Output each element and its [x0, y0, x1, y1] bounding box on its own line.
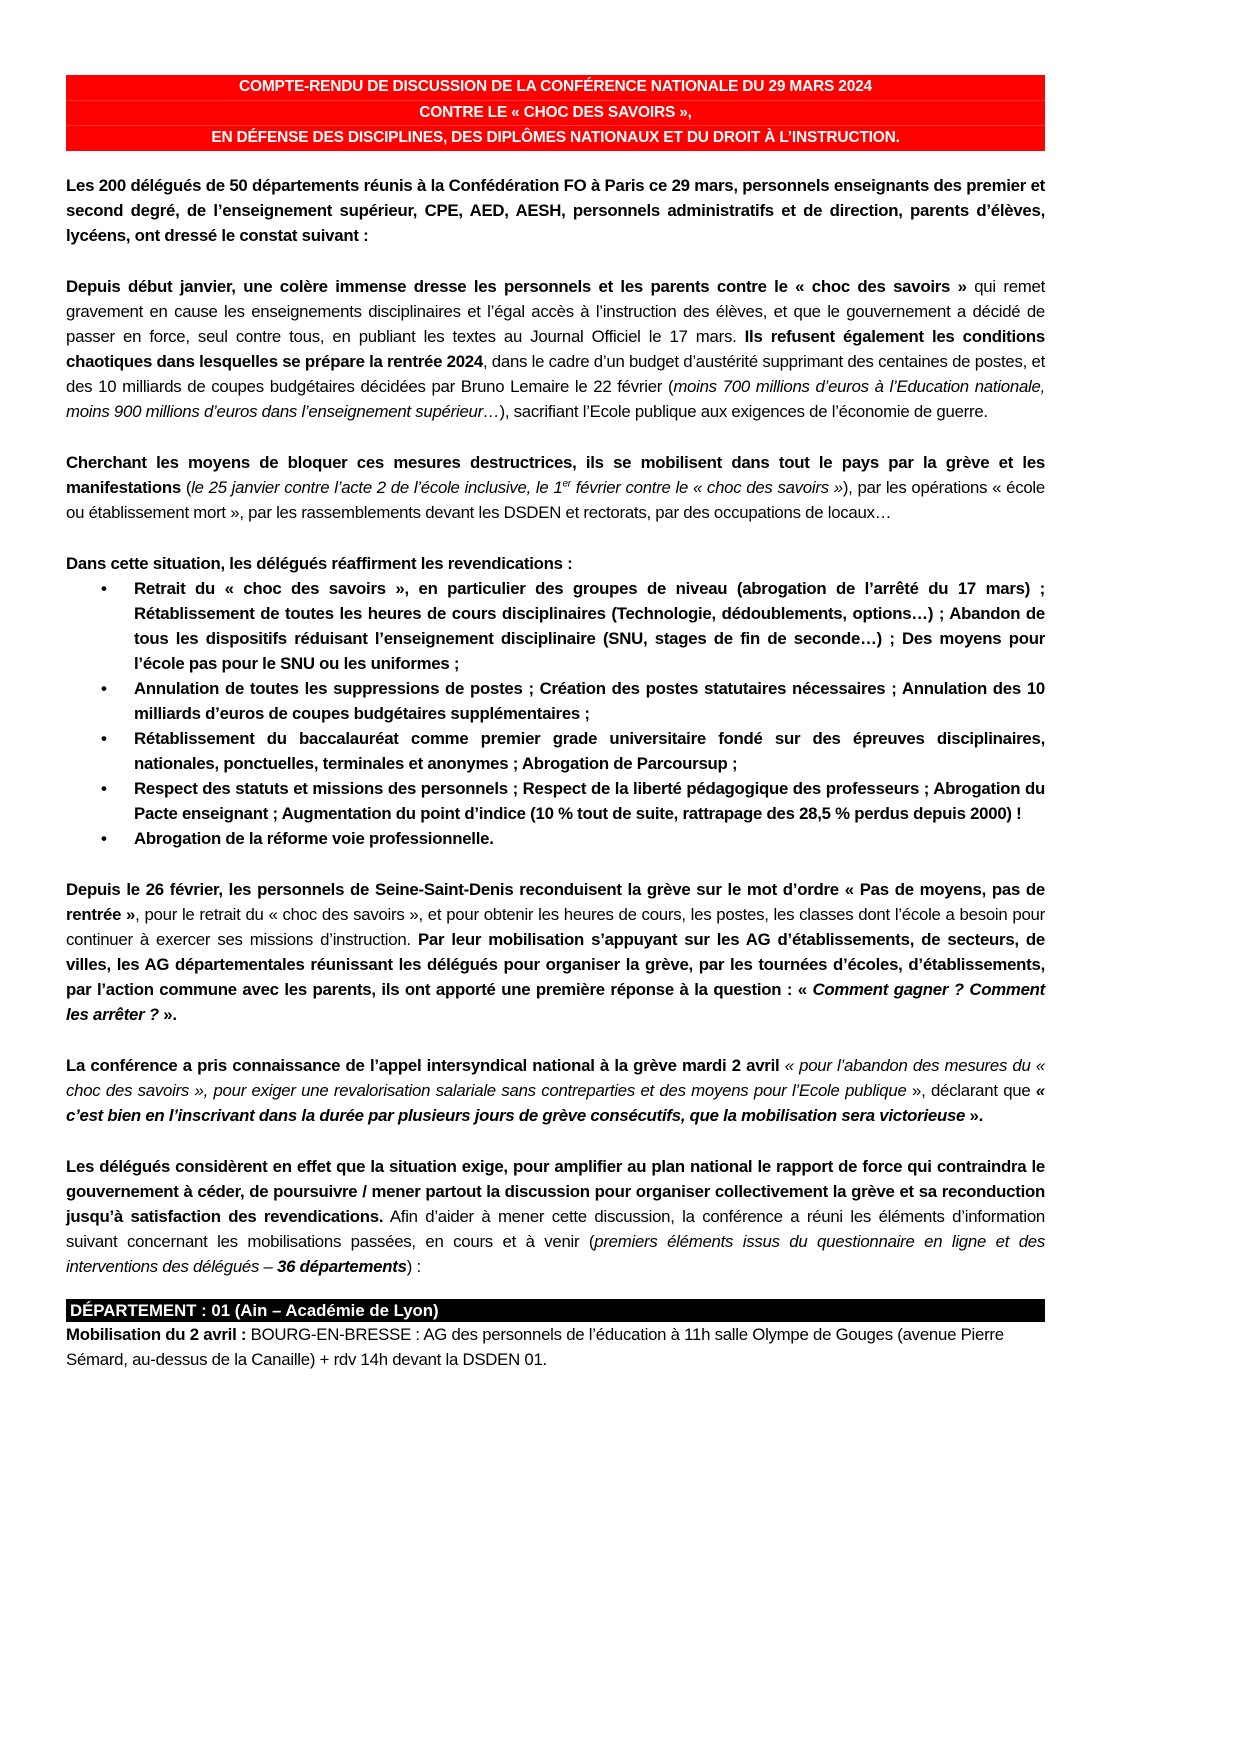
mobilisation-paragraph: Cherchant les moyens de bloquer ces mesures destructrices, ils se mobilisent dans tout le pays par la grève et les manifestations (le 25 janvier contre l’acte 2 de l’école inclusive, le 1er février contre le « choc des savoirs »), par les opérations « école ou établissement mort », par les rassemblements devant les DSDEN et rectorats, par des occupations de locaux… — [66, 452, 1045, 522]
context-paragraph: Depuis début janvier, une colère immense dresse les personnels et les parents contre le « choc des savoirs » qui remet gravement en cause les enseignements disciplinaires et l’égal accès à l’instruction des élèves, et que le gouvernement a décidé de passer en force, seul contre tous, en publiant les textes au Journal Officiel le 17 mars. Ils refusent également les conditions chaotiques dans lesquelles se prépare la rentrée 2024, dans le cadre d’un budget d’austérité supprimant des centaines de postes, et des 10 milliards de coupes budgétaires décidées par Bruno Lemaire le 22 février (moins 700 millions d’euros à l’Education nationale, moins 900 millions d’euros dans l’enseignement supérieur…), sacrifiant l’Ecole publique aux exigences de l’économie de guerre. — [66, 276, 1046, 421]
department-mobilisation: Mobilisation du 2 avril : BOURG-EN-BRESSE : AG des personnels de l’éducation à 11h salle Olympe de Gouges (avenue Pierre Sémard, au-dessus de la Canaille) + rdv 14h devant la DSDEN 01. — [66, 1324, 1004, 1369]
demand-item: • Abrogation de la réforme voie professionnelle. — [134, 826, 1045, 851]
demand-item: • Annulation de toutes les suppressions de postes ; Création des postes statutaires nécessaires ; Annulation des 10 milliards d’euros de coupes budgétaires supplémentaires ; — [134, 676, 1045, 726]
document-page — [66, 75, 1045, 1372]
bullet-icon: • — [101, 578, 107, 598]
title-banner — [66, 75, 1045, 151]
demands-list — [66, 576, 1045, 851]
title-line-3: EN DÉFENSE DES DISCIPLINES, DES DIPLÔMES NATIONAUX ET DU DROIT À L’INSTRUCTION. — [211, 129, 900, 146]
bullet-icon: • — [101, 828, 107, 848]
title-line-2: CONTRE LE « CHOC DES SAVOIRS », — [66, 101, 1045, 127]
title-line-1: COMPTE-RENDU DE DISCUSSION DE LA CONFÉRENCE NATIONALE DU 29 MARS 2024 — [66, 75, 1045, 101]
department-header: DÉPARTEMENT : 01 (Ain – Académie de Lyon) — [66, 1299, 1045, 1322]
intersyndical-paragraph: La conférence a pris connaissance de l’appel intersyndical national à la grève mardi 2 avril « pour l’abandon des mesures du « choc des savoirs », pour exiger une revalorisation salariale sans contreparties et des moyens pour l’Ecole publique », déclarant que « c’est bien en l’inscrivant dans la durée par plusieurs jours de grève consécutifs, que la mobilisation sera victorieuse ». — [66, 1055, 1046, 1125]
bullet-icon: • — [101, 778, 107, 798]
seine-saint-denis-paragraph: Depuis le 26 février, les personnels de Seine-Saint-Denis reconduisent la grève sur le mot d’ordre « Pas de moyens, pas de rentrée », pour le retrait du « choc des savoirs », et pour obtenir les heures de cours, les postes, les classes dont l’école a besoin pour continuer à exercer ses missions d’instruction. Par leur mobilisation s’appuyant sur les AG d’établissements, de secteurs, de villes, les AG départementales réunissant les délégués pour organiser la grève, par les tournées d’écoles, d’établissements, par l’action commune avec les parents, ils ont apporté une première réponse à la question : « Comment gagner ? Comment les arrêter ? ». — [66, 879, 1045, 1024]
demand-item: • Respect des statuts et missions des personnels ; Respect de la liberté pédagogique des professeurs ; Abrogation du Pacte enseignant ; Augmentation du point d’indice (10 % tout de suite, rattrapage des 28,5 % perdus depuis 2000) ! — [134, 776, 1045, 826]
demands-intro: Dans cette situation, les délégués réaffirment les revendications : — [66, 553, 573, 573]
delegates-paragraph: Les délégués considèrent en effet que la situation exige, pour amplifier au plan national le rapport de force qui contraindra le gouvernement à céder, de poursuivre / mener partout la discussion pour organiser collectivement la grève et sa reconduction jusqu’à satisfaction des revendications. Afin d’aider à mener cette discussion, la conférence a réuni les éléments d’information suivant concernant les mobilisations passées, en cours et à venir (premiers éléments issus du questionnaire en ligne et des interventions des délégués – 36 départements) : — [66, 1156, 1045, 1276]
demand-item: • Retrait du « choc des savoirs », en particulier des groupes de niveau (abrogation de l’arrêté du 17 mars) ; Rétablissement de toutes les heures de cours disciplinaires (Technologie, dédoublements, options…) ; Abandon de tous les dispositifs réduisant l’enseignement disciplinaire (SNU, stages de fin de seconde…) ; Des moyens pour l’école pas pour le SNU ou les uniformes ; — [134, 576, 1045, 676]
intro-paragraph: Les 200 délégués de 50 départements réunis à la Confédération FO à Paris ce 29 mars, personnels enseignants des premier et second degré, de l’enseignement supérieur, CPE, AED, AESH, personnels administratifs et de direction, parents d’élèves, lycéens, ont dressé le constat suivant : — [66, 175, 1045, 245]
bullet-icon: • — [101, 728, 107, 748]
demand-item: • Rétablissement du baccalauréat comme premier grade universitaire fondé sur des épreuves disciplinaires, nationales, ponctuelles, terminales et anonymes ; Abrogation de Parcoursup ; — [134, 726, 1045, 776]
bullet-icon: • — [101, 678, 107, 698]
